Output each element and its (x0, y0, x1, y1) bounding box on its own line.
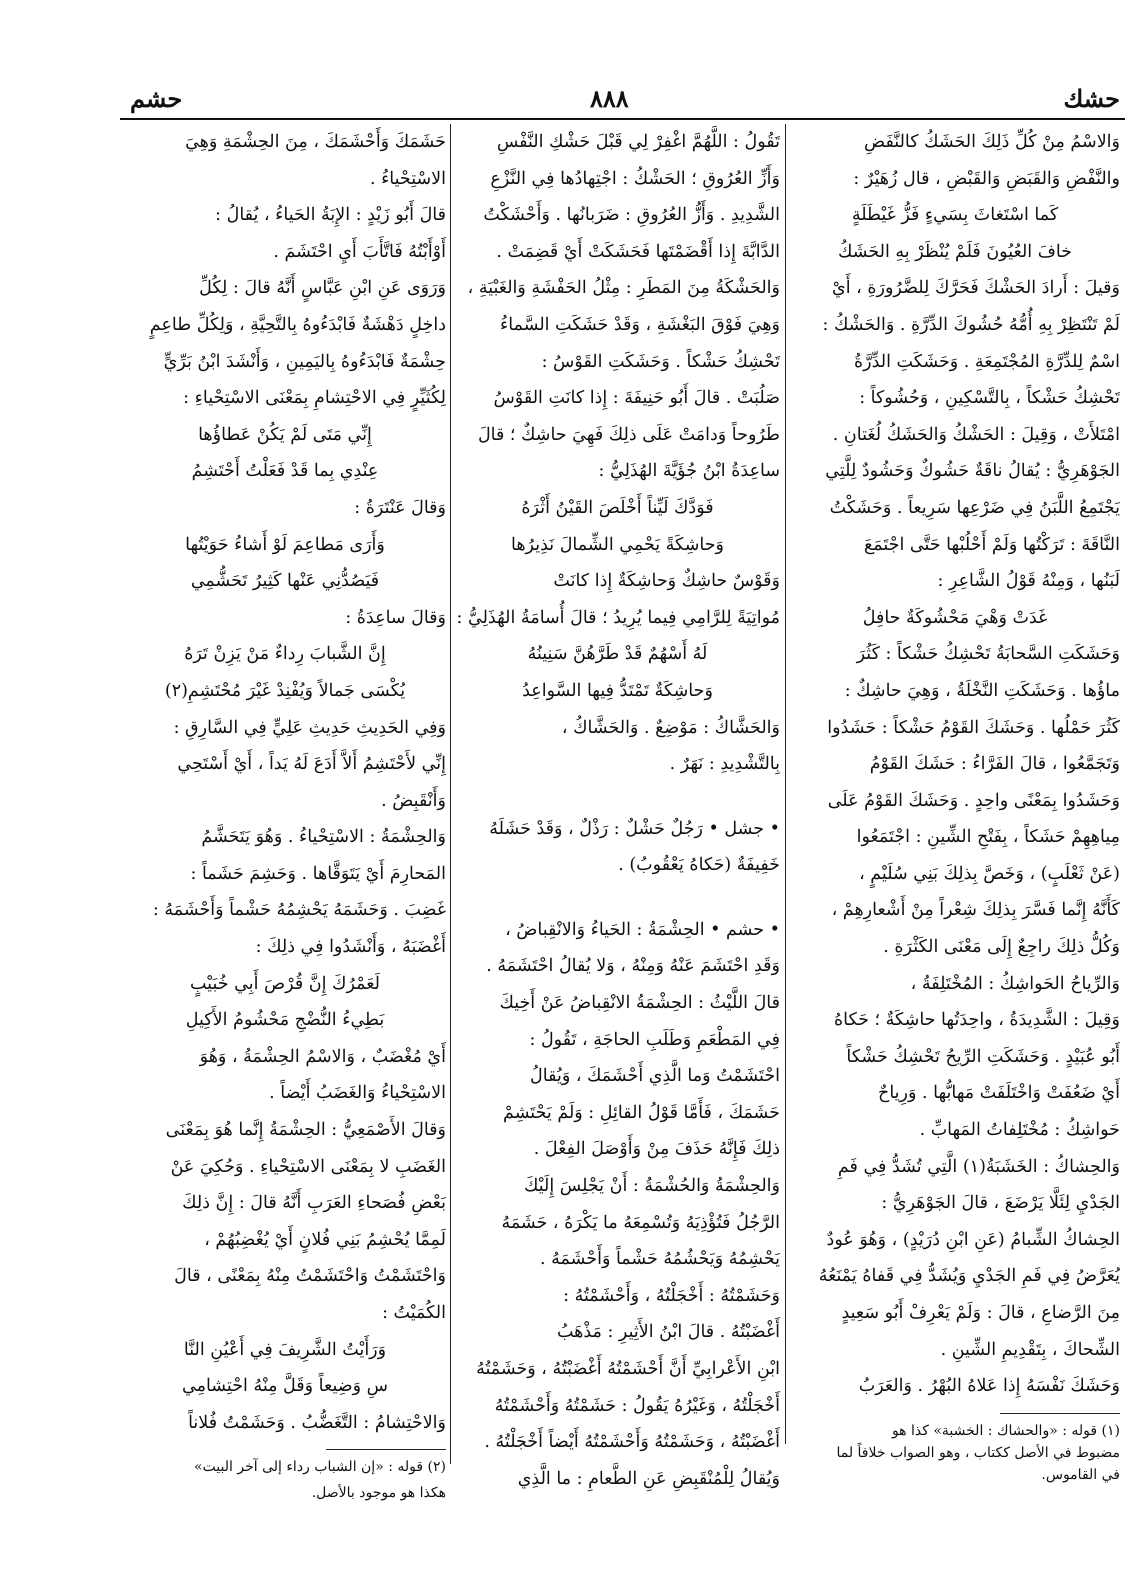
text-line: وَحَشَدُوا بِمَعْنًى واحِدٍ . وَحَشَكَ القَوْمُ عَلَى (827, 790, 1120, 811)
entry-gap (455, 783, 780, 811)
text-line: وَالاحْتِشامُ : التَّغَضُّبُ . وَحَشَمْتُ فُلاناً (188, 1412, 446, 1433)
text-line: وَالحَشْكَةُ مِنَ المَطَرِ : مِثْلُ الحَفْشَةِ وَالغَبْيَةِ ، (467, 278, 780, 299)
text-line: وَأَزِّ العُرُوقِ ؛ الحَشْكُ : اجْتِهادُها فِي النَّزْعِ (490, 168, 780, 189)
text-line: ذلِكَ فَإِنَّهُ حَذَفَ مِنْ وَأَوْصَلَ الفِعْلَ . (533, 1139, 780, 1160)
text-line: الحِشاكُ الشِّبامُ (عَنِ ابْنِ دُرَيْدٍ) ، وَهُوَ عُودٌ (826, 1229, 1120, 1250)
text-line: غَضِبَ . وَحَشَمَهُ يَحْشِمُهُ حَشْماً وَأَحْشَمَهُ : (152, 900, 446, 921)
text-line: تَقُولُ : اللَّهُمَّ اغْفِرْ لِي قَبْلَ حَشْكِ النَّفْسِ (496, 132, 780, 152)
footnote-line: هكذا هو موجود بالأصل. (311, 1485, 446, 1502)
verse-line: غَدَتْ وَهْيَ مَحْشُوكَةٌ حافِلُ (862, 607, 1048, 628)
text-line: مُواتِيَةً لِلرَّامِي فِيما يُرِيدُ ؛ قالَ أُسامَةُ الهُذَلِيُّ : (456, 607, 780, 628)
header-left-word: حشم (130, 84, 183, 113)
text-line: أَغْضَبْتُهُ . قالَ ابْنُ الأَثِيرِ : مَذْهَبُ (556, 1322, 780, 1343)
column-right (790, 124, 1120, 1486)
text-line: الرَّجُلُ فَتُؤْذِيَهُ وَتُسْمِعَهُ ما يَكْرَهُ ، حَشَمَهُ (501, 1212, 780, 1233)
text-line: اسْمٌ لِلدِّرَّةِ المُجْتَمِعَةِ . وَحَشَكَتِ الدِّرَّةُ (853, 351, 1120, 372)
text-line: تَحْشِكُ حَشْكاً . وَحَشَكَتِ القَوْسُ : (541, 351, 780, 372)
footnote-line: في القاموس. (1041, 1466, 1120, 1483)
footnote-line: مضبوط في الأصل ككتاب ، وهو الصواب خلافاً لما (836, 1444, 1120, 1461)
text-line: وَقَوْسٌ حاشِكٌ وَحاشِكَةٌ إِذا كانَتْ (553, 571, 780, 592)
text-line: طَرُوحاً وَدامَتْ عَلَى ذلِكَ فَهِيَ حاشِكٌ ؛ قالَ (477, 424, 780, 445)
text-line: وَقيلَ : أَرادَ الحَشْكَ فَحَرَّكَ لِلضَّرُورَةِ ، أَيْ (832, 278, 1120, 299)
text-line: وَقَدِ احْتَشَمَ عَنْهُ وَمِنْهُ ، وَلا يُقالُ احْتَشَمَهُ . (486, 956, 780, 977)
text-line: لَمْ تَنْتَظِرْ بِهِ أُمُّهُ حُشُوكَ الدِّرَّةِ . وَالحَشْكُ : (822, 314, 1120, 335)
text-line: وَكُلُّ ذلِكَ راجِعٌ إِلَى مَعْنَى الكَثْرَةِ . (883, 937, 1120, 958)
text-line: مِنَ الرَّضاعِ ، قالَ : وَلَمْ يَعْرِفْ أَبُو سَعِيدٍ (841, 1303, 1120, 1323)
entry-head-line: • جشل • رَجُلٌ حَشْلٌ : رَذْلٌ ، وَقَدْ حَشَلَهُ (489, 818, 780, 839)
header-rule (120, 118, 1125, 120)
text-line: لِكُثَيِّرٍ فِي الاحْتِشامِ بِمَعْنَى الاسْتِحْياءِ : (183, 388, 446, 409)
verse-line: وَحاشِكَةً يَحْمِي الشِّمالَ نَذِيرُها (511, 534, 724, 555)
column-middle (455, 124, 780, 1497)
text-line: يَحْشِمُهُ وَيَحْشُمُهُ حَشْماً وَأَحْشَمَهُ . (540, 1249, 780, 1270)
text-line: قالَ اللَّيْثُ : الحِشْمَةُ الانْقِباضُ عَنْ أَخِيكَ (499, 993, 780, 1014)
header-right-word: حشك (1063, 84, 1120, 113)
verse-line: وَأَرَى مَطاعِمَ لَوْ أَشاءُ حَوَيْتُها (185, 534, 385, 555)
text-line: أَغْضَبْتُهُ ، وَحَشَمْتُهُ وَأَحْشَمْتُهُ أَيْضاً أَخْجَلْتُهُ . (484, 1432, 780, 1453)
text-line: فِي المَطْعَمِ وَطَلَبِ الحاجَةِ ، تَقُولُ : (529, 1029, 780, 1050)
text-line: مِياهِهِمْ حَشَكاً ، بِفَتْحِ الشِّينِ : اجْتَمَعُوا (856, 827, 1120, 848)
text-line: وَالحِشْمَةُ وَالحُشْمَةُ : أَنْ يَجْلِسَ إِلَيْكَ (523, 1176, 780, 1197)
verse-line: وَحاشِكَةٌ تَمْتَدُّ فِيها السَّواعِدُ (522, 680, 713, 701)
text-line: وَقِيلَ : الشَّدِيدَةُ ، واحِدَتُها حاشِكَةٌ ؛ حَكاهُ (833, 1010, 1120, 1031)
column-left (124, 124, 446, 1504)
column-divider (785, 124, 786, 1444)
verse-line: إِنِّي مَتَى لَمْ يَكُنْ عَطاؤُها (198, 424, 372, 445)
entry-gap (455, 884, 780, 912)
text-line: أَخْجَلْتُهُ ، وَغَيْرُهُ يَقُولُ : حَشَمْتُهُ وَأَحْشَمْتُهُ (494, 1395, 780, 1416)
verse-line: لَعَمْرُكَ إِنَّ قُرْصَ أَبِي خُبَيْبٍ (190, 973, 380, 994)
verse-line: وَرَأَيْتُ الشَّرِيفَ فِي أَعْيُنِ النَّا (183, 1339, 387, 1360)
verse-line: عِنْدِي بِما قَدْ فَعَلْتُ أَحْتَشِمُ (191, 461, 379, 482)
text-line: كَثُرَ حَمْلُها . وَحَشَكَ القَوْمُ حَشْكاً : حَشَدُوا (827, 717, 1120, 738)
text-line: الجَوْهَرِيُّ : يُقالُ ناقَةٌ حَشُوكٌ وَحَشُودٌ لِلَّتِي (825, 461, 1120, 482)
text-line: وَقالَ عَنْتَرَةُ : (354, 497, 446, 518)
text-line: الاسْتِحْياءُ وَالغَضَبُ أَيْضاً . (269, 1083, 446, 1104)
text-line: بَعْضِ فُصَحاءِ العَرَبِ أَنَّهُ قالَ : إِنَّ ذلِكَ (182, 1193, 446, 1214)
text-line: وَحَشَكَتِ السَّحابَةُ تَحْشِكُ حَشْكاً : كَثُرَ (856, 644, 1120, 665)
footnote-line: (٢) قوله : «إن الشباب رداء إلى آخر البيت» (193, 1459, 446, 1476)
text-line: يَجْتَمِعُ اللَّبَنُ فِي ضَرْعِها سَرِيعاً . وَحَشَكْتُ (829, 497, 1120, 518)
text-line: الكُمَيْتُ : (382, 1303, 446, 1323)
text-line: خَفِيفَةٌ (حَكاهُ يَعْقُوبُ) . (618, 855, 780, 876)
text-line: حَشَمَكَ وَأَحْشَمَكَ ، مِنَ الحِشْمَةِ وَهِيَ (185, 132, 446, 152)
text-line: وَأَنْقَبِضُ . (381, 790, 446, 811)
text-line: صَلُبَتْ . قالَ أَبُو حَنِيفَةَ : إِذا كانَتِ القَوْسُ (493, 388, 780, 409)
entry-head-line: • حشم • الحِشْمَةُ : الحَياءُ وَالانْقِباضُ ، (505, 919, 780, 940)
text-line: وَالحَشَّاكُ : مَوْضِعٌ . وَالحَشَّاكُ ، (561, 717, 780, 738)
text-line: الاسْتِحْياءُ . (369, 168, 446, 189)
text-line: أَيْ مُغْضَبٌ ، وَالاسْمُ الحِشْمَةُ ، وَهُوَ (199, 1046, 446, 1067)
text-line: إِنِّي لأَحْتَشِمُ أَلاَّ أَدَعَ لَهُ يَداً ، أَيْ أَسْتَحِي (177, 754, 446, 775)
verse-line: خافَ العُيُونَ فَلَمْ يُنْظَرْ بِهِ الحَشَكُ (838, 241, 1072, 262)
text-line: الغَضَبِ لا بِمَعْنَى الاسْتِحْياءِ . وَحُكِيَ عَنْ (170, 1156, 446, 1177)
text-line: بِالتَّشْدِيدِ : نَهَرٌ . (669, 754, 780, 775)
text-line: كَأَنَّهُ إِنَّما فَسَّرَ بِذلِكَ شِعْراً مِنْ أَشْعارِهِمْ ، (831, 900, 1120, 921)
verse-line: إِنَّ الشَّبابَ رِداءٌ مَنْ يَزِنْ تَرَهُ (184, 644, 386, 665)
text-line: حَواشِكُ : مُخْتَلِفاتُ المَهابِّ . (919, 1120, 1120, 1141)
text-line: النَّاقَةَ : تَرَكْتُها وَلَمْ أَحْلُبْها حَتَّى اجْتَمَعَ (863, 534, 1120, 555)
text-line: يُعَرَّضُ فِي فَمِ الجَدْيِ وَيُشَدُّ فِي قَفاهُ يَمْنَعُهُ (818, 1266, 1120, 1287)
text-line: أَوْأَبْتُهُ فَاتَّأَبَ أَيِ احْتَشَمَ . (273, 241, 446, 262)
text-line: وَالاسْمُ مِنْ كُلِّ ذَلِكَ الحَشَكُ كالنَّفَضِ (864, 132, 1120, 152)
footnote-rule (1000, 1413, 1120, 1414)
text-line: وَرَوَى عَنِ ابْنِ عَبَّاسٍ أَنَّهُ قالَ : لِكُلِّ (199, 278, 446, 299)
verse-line: يُكْسَى جَمالاً وَيُفْنِدْ غَيْرَ مُحْتَشِمِ(٢) (164, 680, 406, 701)
verse-line: فَيَصُدُّنِي عَنْها كَثِيرُ تَحَشُّمِي (190, 571, 380, 592)
text-line: احْتَشَمْتُ وَما الَّذِي أَحْشَمَكَ ، وَيُقالُ (530, 1066, 780, 1087)
text-line: أَغْضَبَهُ ، وَأَنْشَدُوا فِي ذلِكَ : (255, 937, 446, 958)
text-line: وَحَشَكَ نَفْسَهُ إِذا عَلاهُ البُهْرُ . وَالعَرَبُ (858, 1376, 1120, 1397)
text-line: الشِّحاكَ ، بِتَقْدِيمِ الشِّينِ . (940, 1339, 1120, 1360)
text-line: ساعِدَةُ ابْنُ جُؤَيَّةَ الهُذَلِيُّ : (598, 461, 780, 482)
text-line: أَيْ ضَعُفَتْ وَاخْتَلَفَتْ مَهابُّها . وَرِياحٌ (878, 1083, 1120, 1104)
text-line: وَفِي الحَدِيثِ حَدِيثِ عَلِيٍّ فِي السَّارِقِ : (173, 717, 446, 738)
text-line: حِشْمَةٌ فَابْدَءُوهُ بِاليَمِينِ ، وَأَنْشَدَ ابْنُ بَرِّيٍّ (163, 351, 446, 372)
text-line: ماؤُها . وَحَشَكَتِ النَّخْلَةُ ، وَهِيَ حاشِكٌ : (844, 680, 1120, 701)
text-line: المَحارِمَ أَيْ يَتَوَقَّاها . وَحَشِمَ حَشَماً : (190, 863, 446, 884)
verse-line: بَطِيءُ النُّضْجِ مَحْشُومُ الأَكِيلِ (185, 1010, 385, 1031)
text-line: حَشَمَكَ ، فَأَمَّا قَوْلُ القائِلِ : وَلَمْ يَحْتَشِمْ (503, 1102, 780, 1123)
text-line: وَتَجَمَّعُوا ، قالَ الفَرَّاءُ : حَشَكَ القَوْمُ (869, 754, 1120, 775)
footnote-line: (١) قوله : «والحشاك : الخشبة» كذا هو (891, 1422, 1120, 1439)
text-line: وَالرِّياحُ الحَواشِكُ : المُخْتَلِفَةُ ، (910, 973, 1120, 994)
verse-line: فَوَدَّكَ لَيِّناً أَخْلَصَ القَيْنُ أَثْرَهُ (521, 497, 714, 518)
text-line: وَهِيَ فَوْقَ البَغْشَةِ ، وَقَدْ حَشَكَتِ السَّماءُ (500, 314, 780, 335)
page-number: ٨٨٨ (590, 84, 629, 113)
text-line: الدَّابَّةَ إِذا أَقْضَمْتَها فَحَشَكَتْ أَيْ قَضِمَتْ . (496, 241, 780, 262)
text-line: (عَنْ ثَعْلَبٍ) ، وَخَصَّ بِذلِكَ بَنِي سُلَيْمٍ ، (859, 863, 1120, 884)
verse-line: كَما اسْتَغاثَ بِسَيءٍ فَزُّ غَيْطَلَةٍ (851, 205, 1059, 226)
verse-line: سِ وَضِيعاً وَقَلَّ مِنْهُ احْتِشامِي (182, 1376, 388, 1397)
column-divider (450, 124, 451, 1464)
text-line: وَالحِشاكُ : الخَشَبَةُ(١) الَّتِي تُشَدُّ فِي فَمِ (837, 1156, 1120, 1177)
text-line: الشَّدِيدِ . وَأَزُّ العُرُوقِ : ضَرَبانُها . وَأَحْشَكْتُ (483, 205, 780, 226)
text-line: وَاحْتَشَمْتُ وَاحْتَشَمْتُ مِنْهُ بِمَعْنًى ، قالَ (174, 1266, 446, 1287)
text-line: وَالحِشْمَةُ : الاسْتِحْياءُ . وَهُوَ يَتَحَشَّمُ (201, 827, 446, 848)
text-line: داخِلٍ دَهْشَةٌ فَابْدَءُوهُ بِالتَّحِيَّةِ ، وَلِكُلِّ طاعِمٍ (149, 314, 446, 335)
text-line: والنَّفْضِ وَالقَبَضِ وَالقَبْضِ ، قال زُهَيْرٌ : (853, 168, 1120, 189)
text-line: تَحْشِكُ حَشْكاً ، بِالتَّسْكِينِ ، وَحُشُوكاً : (859, 388, 1120, 409)
page-header (120, 84, 1120, 116)
text-line: امْتَلأَتْ ، وَقِيلَ : الحَشْكُ وَالحَشَكُ لُغَتانِ . (832, 424, 1120, 445)
text-line: وَقالَ ساعِدَةُ : (345, 607, 446, 628)
text-line: الجَدْيِ لِئَلَّا يَرْضَعَ ، قالَ الجَوْهَرِيُّ : (881, 1193, 1120, 1214)
text-line: وَقالَ الأَصْمَعِيُّ : الحِشْمَةُ إِنَّما هُوَ بِمَعْنَى (165, 1120, 446, 1141)
text-line: وَحَشَمْتُهُ : أَخْجَلْتُهُ ، وَأَحْشَمْتُهُ : (563, 1285, 780, 1306)
text-line: قالَ أَبُو زَيْدٍ : الإِبَةُ الحَياءُ ، يُقالُ : (215, 205, 446, 226)
text-line: لَبَنُها ، وَمِنْهُ قَوْلُ الشَّاعِرِ : (937, 571, 1120, 592)
text-line: وَيُقالُ لِلْمُنْقَبِضِ عَنِ الطَّعامِ : ما الَّذِي (517, 1468, 780, 1489)
verse-line: لَهُ أَسْهُمٌ قَدْ طَرَّهُنَّ سَنِينُهُ (527, 644, 708, 665)
footnote-rule (326, 1449, 446, 1450)
text-line: ابْنِ الأَعْرابِيِّ أَنَّ أَحْشَمْتُهُ أَغْضَبْتُهُ ، وَحَشَمْتُهُ (476, 1359, 780, 1379)
text-line: لَمِمَّا يُحْشِمُ بَنِي فُلانٍ أَيْ يُغْضِبُهُمْ ، (204, 1229, 446, 1250)
text-line: أَبُو عُبَيْدٍ . وَحَشَكَتِ الرِّيحُ تَحْشِكُ حَشْكاً (846, 1046, 1120, 1067)
